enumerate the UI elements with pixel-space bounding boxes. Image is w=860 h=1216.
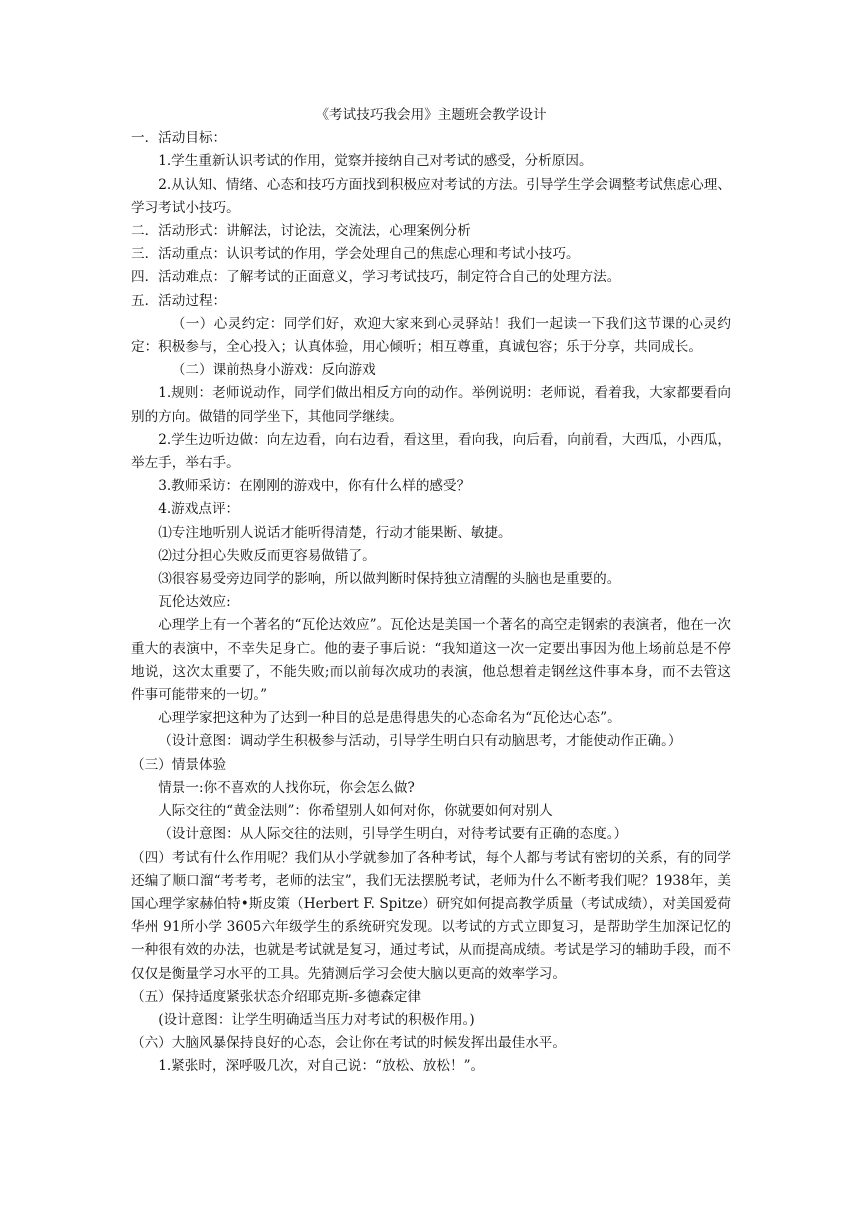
paragraph: （四）考试有什么作用呢？我们从小学就参加了各种考试，每个人都与考试有密切的关系，有的同学还编了顺口溜“考考考，老师的法宝”，我们无法摆脱考试，老师为什么不断考我们呢？1938年，美国心理学家赫伯特•斯皮策（Herbert F. Spitze）研究如何提高教学质量（考试成绩），对美国爱荷华州 91所小学 3605六年级学生的系统研究发现。以考试的方式立即复习，是帮助学生加深记忆的一种很有效的办法，也就是考试就是复习，通过考试，从而提高成绩。考试是学习的辅助手段，而不仅仅是衡量学习水平的工具。先猜测后学习会使大脑以更高的效率学习。 <box>131 849 731 982</box>
paragraph: （设计意图：从人际交往的法则，引导学生明白，对待考试要有正确的态度。） <box>158 826 628 843</box>
paragraph: 四．活动难点：了解考试的正面意义，学习考试技巧，制定符合自己的处理方法。 <box>131 269 621 286</box>
paragraph: 情景一:你不喜欢的人找你玩，你会怎么做? <box>158 779 415 796</box>
paragraph: 2.从认知、情绪、心态和技巧方面找到积极应对考试的方法。引导学生学会调整考试焦虑心理、学习考试小技巧。 <box>131 176 731 216</box>
document-body <box>131 127 731 1078</box>
paragraph: 人际交往的“黄金法则”：你希望别人如何对你，你就要如何对别人 <box>158 803 553 820</box>
document-title: 《考试技巧我会用》主题班会教学设计 <box>315 107 547 123</box>
paragraph: 一．活动目标： <box>131 130 227 147</box>
paragraph: ⑶很容易受旁边同学的影响，所以做判断时保持独立清醒的头脑也是重要的。 <box>158 571 621 588</box>
paragraph: 心理学家把这种为了达到一种目的总是患得患失的心态命名为“瓦伦达心态”。 <box>158 710 621 727</box>
paragraph: （二）课前热身小游戏：反向游戏 <box>171 362 376 379</box>
paragraph: 4.游戏点评： <box>158 501 240 518</box>
paragraph: 五．活动过程： <box>131 292 227 309</box>
paragraph: 3.教师采访：在刚刚的游戏中，你有什么样的感受？ <box>158 478 471 495</box>
paragraph: （设计意图：调动学生积极参与活动，引导学生明白只有动脑思考，才能使动作正确。） <box>158 733 682 750</box>
paragraph: ⑴专注地听别人说话才能听得清楚，行动才能果断、敏捷。 <box>158 524 512 541</box>
paragraph: 1.紧张时，深呼吸几次，对自己说：“放松、放松！”。 <box>158 1058 485 1075</box>
paragraph: （五）保持适度紧张状态介绍耶克斯-多德森定律 <box>131 988 422 1005</box>
paragraph: 心理学上有一个著名的“瓦伦达效应”。瓦伦达是美国一个著名的高空走钢索的表演者，他在一次重大的表演中，不幸失足身亡。他的妻子事后说：“我知道这一次一定要出事因为他上场前总是不停地说，这次太重要了，不能失败;而以前每次成功的表演，他总想着走钢丝这件事本身，而不去管这件事可能带来的一切。” <box>131 617 731 704</box>
paragraph: （六）大脑风暴保持良好的心态，会让你在考试的时候发挥出最佳水平。 <box>131 1035 566 1052</box>
paragraph: 瓦伦达效应: <box>158 594 231 611</box>
paragraph: 三．活动重点：认识考试的作用，学会处理自己的焦虑心理和考试小技巧。 <box>131 246 580 263</box>
paragraph: 1.规则：老师说动作，同学们做出相反方向的动作。举例说明：老师说，看着我，大家都要看向别的方向。做错的同学坐下，其他同学继续。 <box>131 385 731 425</box>
document-page <box>131 104 731 1079</box>
paragraph: (设计意图：让学生明确适当压力对考试的积极作用。) <box>158 1011 475 1028</box>
paragraph: （三）情景体验 <box>131 756 227 773</box>
paragraph: （一）心灵约定：同学们好，欢迎大家来到心灵驿站！我们一起读一下我们这节课的心灵约定：积极参与，全心投入；认真体验，用心倾听；相互尊重，真诚包容；乐于分享，共同成长。 <box>131 315 731 356</box>
paragraph: ⑵过分担心失败反而更容易做错了。 <box>158 547 376 564</box>
paragraph: 1.学生重新认识考试的作用，觉察并接纳自己对考试的感受，分析原因。 <box>158 153 593 170</box>
paragraph: 二．活动形式：讲解法，讨论法，交流法，心理案例分析 <box>131 223 471 240</box>
paragraph: 2.学生边听边做：向左边看，向右边看，看这里，看向我，向后看，向前看，大西瓜，小西瓜，举左手，举右手。 <box>131 431 731 472</box>
